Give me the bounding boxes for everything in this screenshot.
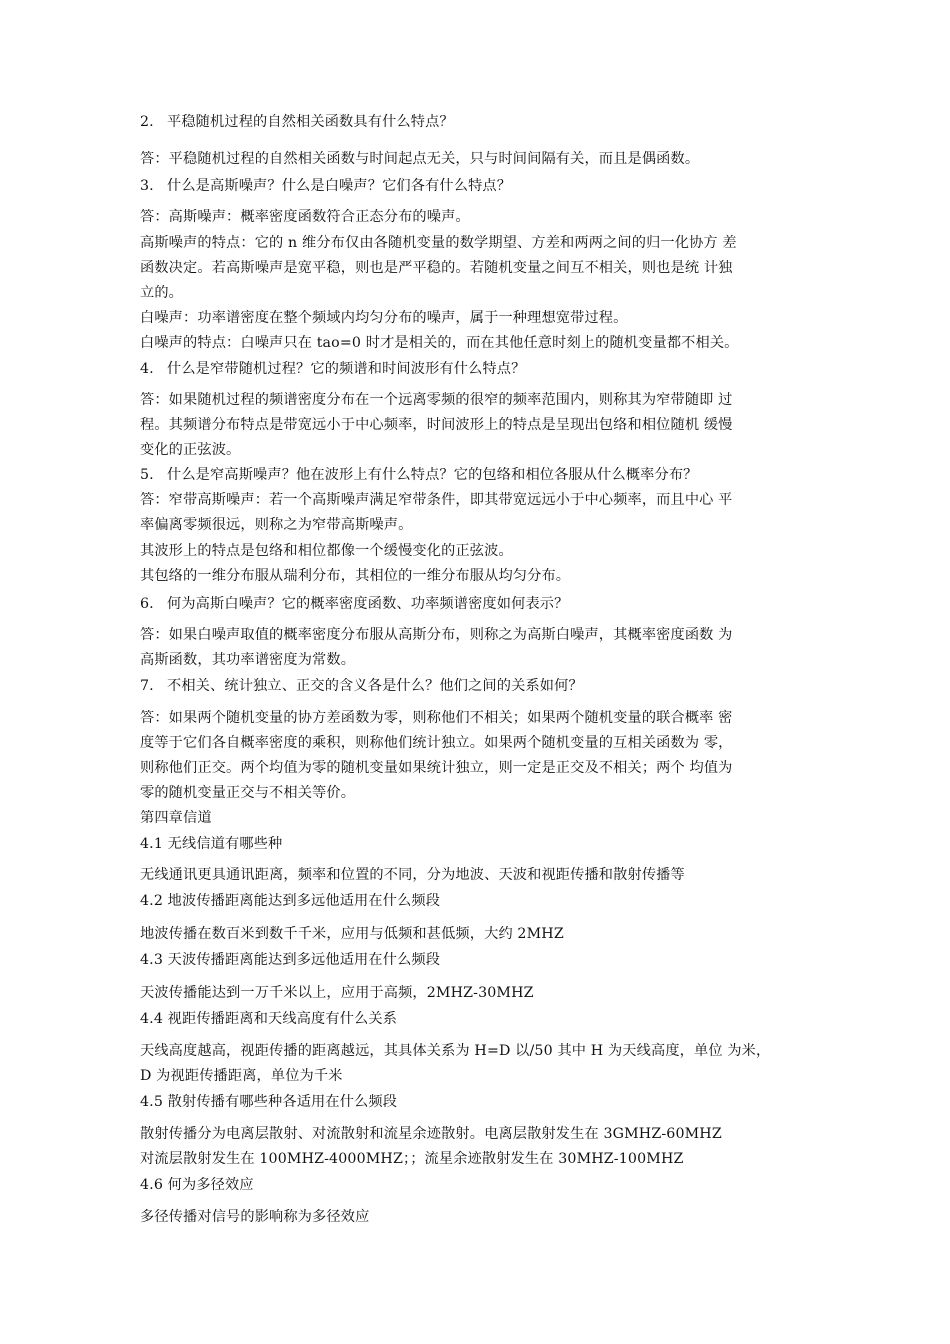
answer-line: 对流层散射发生在 100MHZ-4000MHZ；；流星余迹散射发生在 30MHZ-100MHZ — [140, 1151, 684, 1167]
answer-line: 高斯函数，其功率谱密度为常数。 — [140, 652, 356, 668]
answer-line: 率偏离零频很远，则称之为窄带高斯噪声。 — [140, 517, 413, 533]
answer-line: 无线通讯更具通讯距离，频率和位置的不同，分为地波、天波和视距传播和散射传播等 — [140, 867, 685, 883]
answer-line: 多径传播对信号的影响称为多径效应 — [140, 1209, 370, 1225]
section-heading: 4.4 视距传播距离和天线高度有什么关系 — [140, 1011, 398, 1027]
section-heading: 4.2 地波传播距离能达到多远他适用在什么频段 — [140, 893, 441, 909]
answer-line: 其包络的一维分布服从瑞利分布，其相位的一维分布服从均匀分布。 — [140, 568, 571, 584]
question-6: 6. 何为高斯白噪声？它的概率密度函数、功率频谱密度如何表示？ — [140, 596, 569, 612]
answer-line: 散射传播分为电离层散射、对流散射和流星余迹散射。电离层散射发生在 3GMHZ-60MHZ — [140, 1126, 722, 1142]
section-heading: 4.6 何为多径效应 — [140, 1177, 254, 1193]
answer-line: 立的。 — [140, 285, 184, 301]
question-4: 4. 什么是窄带随机过程？它的频谱和时间波形有什么特点？ — [140, 361, 526, 377]
answer-line: 答：平稳随机过程的自然相关函数与时间起点无关，只与时间间隔有关，而且是偶函数。 — [140, 151, 700, 167]
answer-line: 白噪声：功率谱密度在整个频域内均匀分布的噪声，属于一种理想宽带过程。 — [140, 310, 628, 326]
answer-line: 则称他们正交。两个均值为零的随机变量如果统计独立，则一定是正交及不相关；两个 均值为 — [140, 760, 733, 776]
chapter-heading: 第四章信道 — [140, 810, 212, 826]
answer-line: 程。其频谱分布特点是带宽远小于中心频率，时间波形上的特点是呈现出包络和相位随机 缓慢 — [140, 417, 733, 433]
answer-line: 其波形上的特点是包络和相位都像一个缓慢变化的正弦波。 — [140, 543, 513, 559]
question-7: 7. 不相关、统计独立、正交的含义各是什么？他们之间的关系如何？ — [140, 678, 583, 694]
answer-line: 答：如果两个随机变量的协方差函数为零，则称他们不相关；如果两个随机变量的联合概率 密 — [140, 710, 733, 726]
answer-line: 答：如果白噪声取值的概率密度分布服从高斯分布，则称之为高斯白噪声，其概率密度函数 为 — [140, 627, 733, 643]
section-heading: 4.1 无线信道有哪些种 — [140, 836, 283, 852]
answer-line: 天波传播能达到一万千米以上，应用于高频，2MHZ-30MHZ — [140, 985, 534, 1001]
answer-line: 零的随机变量正交与不相关等价。 — [140, 785, 356, 801]
answer-line: 白噪声的特点：白噪声只在 tao=0 时才是相关的，而在其他任意时刻上的随机变量都不相关。 — [140, 335, 739, 351]
answer-line: 答：窄带高斯噪声：若一个高斯噪声满足窄带条件，即其带宽远远小于中心频率，而且中心 平 — [140, 492, 733, 508]
answer-line: 变化的正弦波。 — [140, 442, 241, 458]
answer-line: 地波传播在数百米到数千千米，应用与低频和甚低频，大约 2MHZ — [140, 926, 564, 942]
answer-line: 答：如果随机过程的频谱密度分布在一个远离零频的很窄的频率范围内，则称其为窄带随即 过 — [140, 392, 733, 408]
answer-line: 答：高斯噪声：概率密度函数符合正态分布的噪声。 — [140, 209, 470, 225]
answer-line: D 为视距传播距离，单位为千米 — [140, 1068, 343, 1084]
section-heading: 4.5 散射传播有哪些种各适用在什么频段 — [140, 1094, 398, 1110]
answer-line: 度等于它们各自概率密度的乘积，则称他们统计独立。如果两个随机变量的互相关函数为 零， — [140, 735, 733, 751]
question-2: 2. 平稳随机过程的自然相关函数具有什么特点？ — [140, 114, 454, 130]
question-5: 5. 什么是窄高斯噪声？他在波形上有什么特点？它的包络和相位各服从什么概率分布？ — [140, 467, 698, 483]
question-3: 3. 什么是高斯噪声？什么是白噪声？它们各有什么特点？ — [140, 178, 512, 194]
answer-line: 函数决定。若高斯噪声是宽平稳，则也是严平稳的。若随机变量之间互不相关，则也是统 计独 — [140, 260, 733, 276]
section-heading: 4.3 天波传播距离能达到多远他适用在什么频段 — [140, 952, 441, 968]
answer-line: 高斯噪声的特点：它的 n 维分布仅由各随机变量的数学期望、方差和两两之间的归一化协方 差 — [140, 235, 737, 251]
answer-line: 天线高度越高，视距传播的距离越远，其具体关系为 H=D 以/50 其中 H 为天线高度，单位 为米， — [140, 1043, 771, 1059]
